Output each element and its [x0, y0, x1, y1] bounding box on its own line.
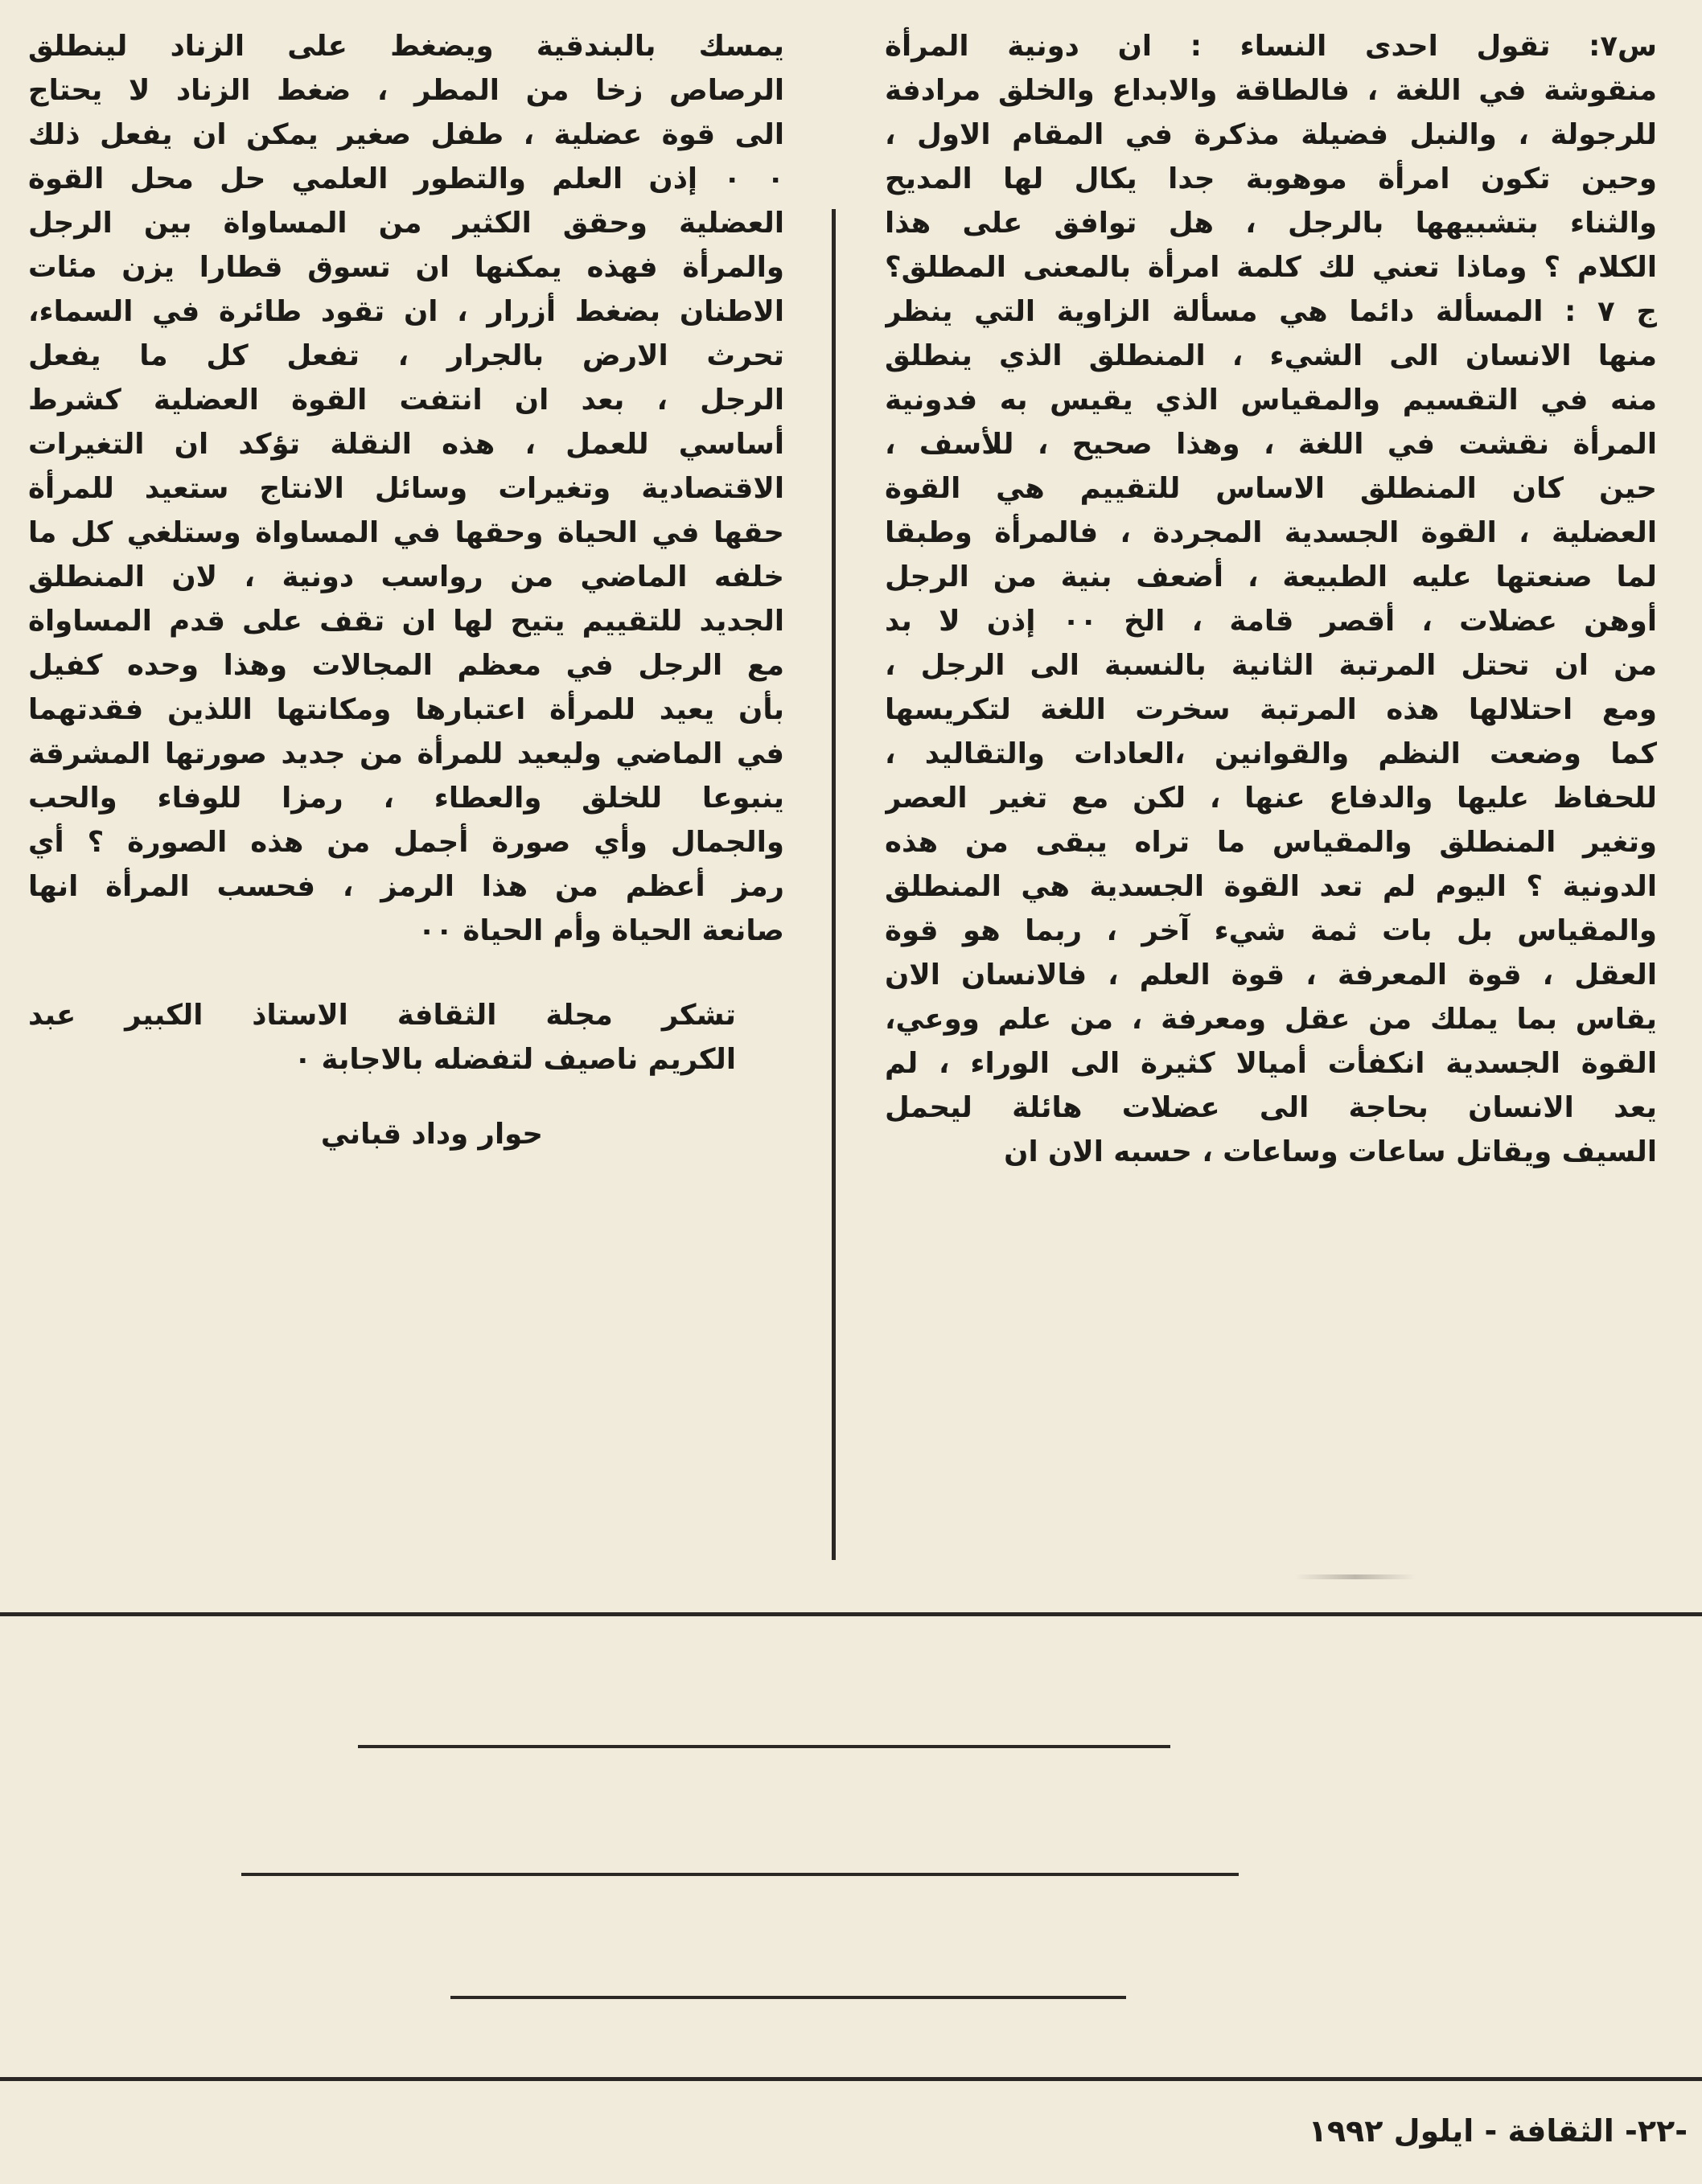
separator-rule-top: [0, 1612, 1702, 1616]
text-line: الرصاص زخا من المطر ، ضغط الزناد لا يحتاج: [28, 74, 784, 107]
answer-continuation: [28, 24, 784, 953]
text-line: ٠ ٠ إذن العلم والتطور العلمي حل محل القوة: [28, 162, 784, 195]
print-smudge: [1295, 1574, 1416, 1579]
text-line: س٧: تقول احدى النساء : ان دونية المرأة: [885, 30, 1657, 63]
text-line: من ان تحتل المرتبة الثانية بالنسبة الى الرجل ،: [885, 649, 1657, 682]
text-line: حين كان المنطلق الاساس للتقييم هي القوة: [885, 472, 1657, 505]
text-line: والجمال وأي صورة أجمل من هذه الصورة ؟ أي: [28, 826, 784, 859]
text-line: كما وضعت النظم والقوانين ،العادات والتقاليد ،: [885, 737, 1657, 770]
text-line: بأن يعيد للمرأة اعتبارها ومكانتها اللذين فقدتهما: [28, 693, 784, 726]
text-line: أوهن عضلات ، أقصر قامة ، الخ ٠٠ إذن لا بد: [885, 605, 1657, 638]
text-line: القوة الجسدية انكفأت أميالا كثيرة الى الوراء ، لم: [885, 1047, 1657, 1080]
thanks-note: [28, 993, 784, 1082]
interview-signature: حوار وداد قباني: [320, 1118, 543, 1151]
text-line: للرجولة ، والنبل فضيلة مذكرة في المقام الاول ،: [885, 118, 1657, 151]
text-line: وتغير المنطلق والمقياس ما تراه يبقى من هذه: [885, 826, 1657, 859]
interview-column-right: [885, 24, 1657, 1174]
text-line: منه في التقسيم والمقياس الذي يقيس به فدونية: [885, 384, 1657, 417]
text-line: تشكر مجلة الثقافة الاستاذ الكبير عبد: [28, 999, 736, 1032]
column-divider: [832, 209, 836, 1560]
text-line: حقها في الحياة وحقها في المساواة وستلغي كل ما: [28, 516, 784, 549]
text-line: منقوشة في اللغة ، فالطاقة والابداع والخلق مرادفة: [885, 74, 1657, 107]
text-line: منها الانسان الى الشيء ، المنطلق الذي ينطلق: [885, 339, 1657, 372]
blank-rule-3: [450, 1996, 1126, 1999]
text-line: يعد الانسان بحاجة الى عضلات هائلة ليحمل: [885, 1091, 1657, 1124]
text-line: ج ٧ : المسألة دائما هي مسألة الزاوية التي ينظر: [885, 295, 1657, 328]
text-line: الاقتصادية وتغيرات وسائل الانتاج ستعيد للمرأة: [28, 472, 784, 505]
text-line: الرجل ، بعد ان انتفت القوة العضلية كشرط: [28, 384, 784, 417]
text-line: خلفه الماضي من رواسب دونية ، لان المنطلق: [28, 560, 784, 593]
text-line: في الماضي وليعيد للمرأة من جديد صورتها المشرقة: [28, 737, 784, 770]
text-line: الكريم ناصيف لتفضله بالاجابة ٠: [294, 1043, 736, 1076]
text-line: وحين تكون امرأة موهوبة جدا يكال لها المديح: [885, 162, 1657, 195]
text-line: صانعة الحياة وأم الحياة ٠٠: [417, 914, 784, 947]
text-line: يمسك بالبندقية ويضغط على الزناد لينطلق: [28, 30, 784, 63]
text-line: الجديد للتقييم يتيح لها ان تقف على قدم المساواة: [28, 605, 784, 638]
text-line: العقل ، قوة المعرفة ، قوة العلم ، فالانسان الان: [885, 959, 1657, 991]
text-line: ومع احتلالها هذه المرتبة سخرت اللغة لتكريسها: [885, 693, 1657, 726]
text-line: يقاس بما يملك من عقل ومعرفة ، من علم ووعي،: [885, 1003, 1657, 1036]
text-line: تحرث الارض بالجرار ، تفعل كل ما يفعل: [28, 339, 784, 372]
text-line: العضلية وحقق الكثير من المساواة بين الرجل: [28, 207, 784, 240]
text-line: والثناء بتشبيهها بالرجل ، هل توافق على هذا: [885, 207, 1657, 240]
text-line: والمقياس بل بات ثمة شيء آخر ، ربما هو قوة: [885, 914, 1657, 947]
text-line: مع الرجل في معظم المجالات وهذا وحده كفيل: [28, 649, 784, 682]
interview-column-left: [28, 24, 784, 1156]
blank-rule-1: [358, 1745, 1170, 1748]
text-line: للحفاظ عليها والدفاع عنها ، لكن مع تغير العصر: [885, 782, 1657, 815]
page-footer: -٢٢- الثقافة - ايلول ١٩٩٢: [1308, 2113, 1688, 2149]
text-line: رمز أعظم من هذا الرمز ، فحسب المرأة انها: [28, 870, 784, 903]
text-line: لما صنعتها عليه الطبيعة ، أضعف بنية من الرجل: [885, 560, 1657, 593]
text-line: والمرأة فهذه يمكنها ان تسوق قطارا يزن مئات: [28, 251, 784, 284]
text-line: الدونية ؟ اليوم لم تعد القوة الجسدية هي المنطلق: [885, 870, 1657, 903]
text-line: السيف ويقاتل ساعات وساعات ، حسبه الان ان: [1004, 1135, 1657, 1168]
text-line: الكلام ؟ وماذا تعني لك كلمة امرأة بالمعنى المطلق؟: [885, 251, 1657, 284]
text-line: الاطنان بضغط أزرار ، ان تقود طائرة في السماء،: [28, 295, 784, 328]
text-line: ينبوعا للخلق والعطاء ، رمزا للوفاء والحب: [28, 782, 784, 815]
text-line: المرأة نقشت في اللغة ، وهذا صحيح ، للأسف ،: [885, 428, 1657, 461]
text-line: الى قوة عضلية ، طفل صغير يمكن ان يفعل ذلك: [28, 118, 784, 151]
text-line: أساسي للعمل ، هذه النقلة تؤكد ان التغيرات: [28, 428, 784, 461]
text-line: العضلية ، القوة الجسدية المجردة ، فالمرأة وطبقا: [885, 516, 1657, 549]
blank-rule-2: [241, 1873, 1239, 1876]
separator-rule-bottom: [0, 2077, 1702, 2081]
